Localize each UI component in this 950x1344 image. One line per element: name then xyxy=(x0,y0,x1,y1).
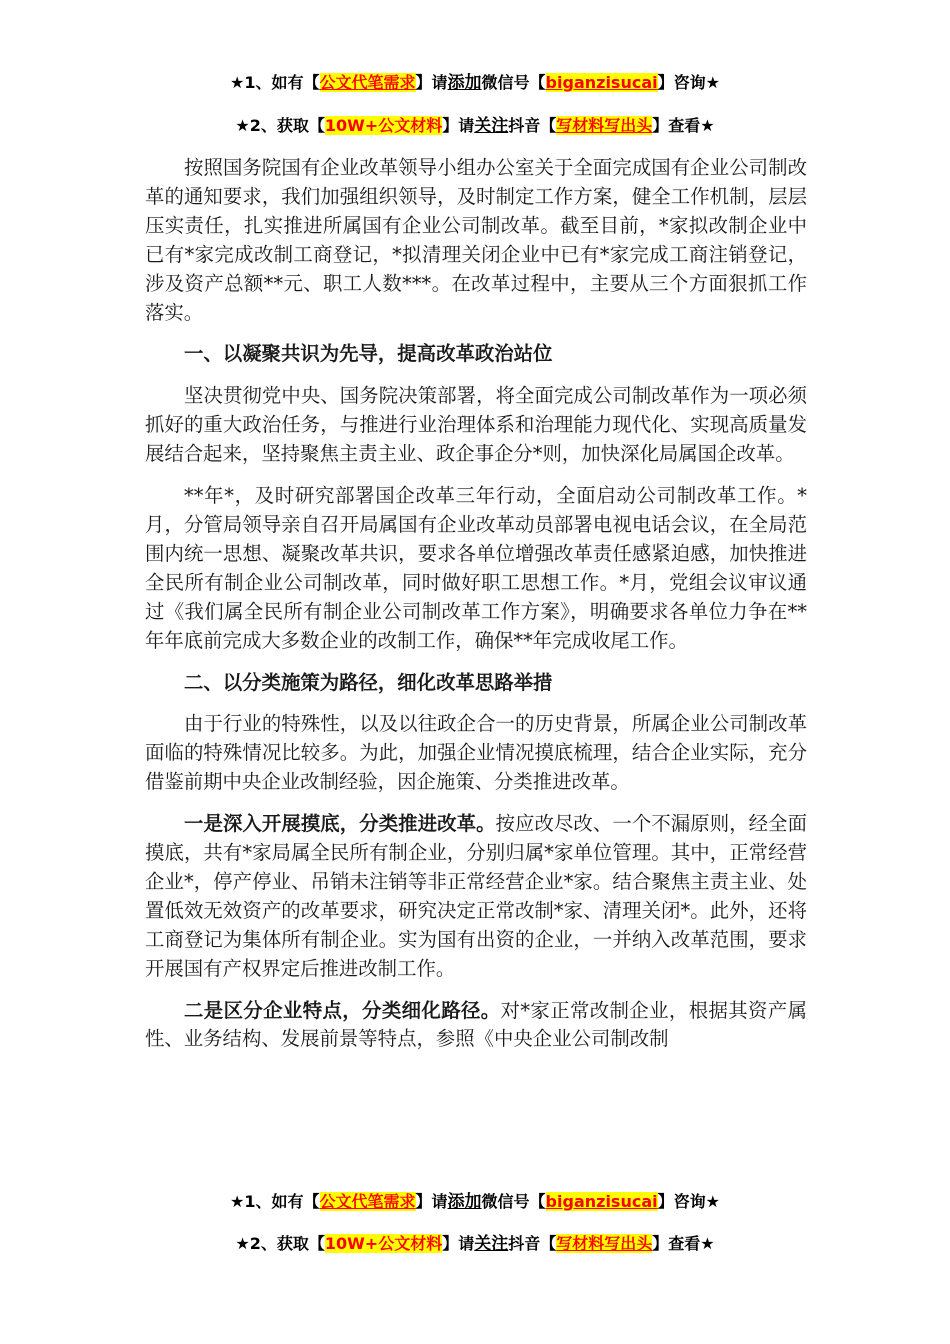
banner2-prefix: ★2、获取【 xyxy=(235,1234,325,1253)
paragraph: 由于行业的特殊性，以及以往政企合一的历史背景，所属企业公司制改革面临的特殊情况比较多。为此，加强企业情况摸底梳理，结合企业实际，充分借鉴前期中央企业改制经验，因企施策、分类推进改革。 xyxy=(145,712,807,794)
point-text: 对*家正常改制企业，根据其资产属性、业务结构、发展前景等特点，参照《中央企业公司制改制 xyxy=(145,998,807,1051)
footer-banner-line2 xyxy=(0,1229,950,1254)
paragraph: 坚决贯彻党中央、国务院决策部署，将全面完成公司制改革作为一项必须抓好的重大政治任务，与推进行业治理体系和治理能力现代化、实现高质量发展结合起来，坚持聚焦主责主业、政企事企分*则，加快深化局属国企改革。 xyxy=(145,384,807,466)
header-banner-line2 xyxy=(0,111,950,136)
banner2-highlight-materials: 10W+公文材料 xyxy=(324,1234,443,1253)
banner2-highlight-materials: 10W+公文材料 xyxy=(324,116,443,135)
banner1-highlight-wechat: biganzisucai xyxy=(545,73,658,92)
banner1-mid2: 微信号【 xyxy=(481,1192,546,1211)
banner2-highlight-douyin: 写材料写出头 xyxy=(556,116,653,135)
banner1-highlight-service: 公文代笔需求 xyxy=(319,1192,416,1211)
section-heading-1: 一、以凝聚共识为先导，提高改革政治站位 xyxy=(184,342,553,366)
document-body xyxy=(145,154,807,1067)
footer-banner-line1 xyxy=(0,1187,950,1212)
header-banner-line1 xyxy=(0,68,950,93)
paragraph-intro: 按照国务院国有企业改革领导小组办公室关于全面完成国有企业公司制改革的通知要求，我们加强组织领导，及时制定工作方案，健全工作机制，层层压实责任，扎实推进所属国有企业公司制改革。截至目前，*家拟改制企业中已有*家完成改制工商登记，*拟清理关闭企业中已有*家完成工商注销登记，涉及资产总额**元、职工人数***。在改革过程中，主要从三个方面狠抓工作落实。 xyxy=(145,156,807,324)
banner1-highlight-service: 公文代笔需求 xyxy=(319,73,416,92)
banner2-highlight-douyin: 写材料写出头 xyxy=(556,1234,653,1253)
banner2-mid2: 抖音【 xyxy=(508,1234,557,1253)
banner2-mid2: 抖音【 xyxy=(508,116,557,135)
banner1-underlined: 添加 xyxy=(447,1192,482,1212)
banner1-prefix: ★1、如有【 xyxy=(230,73,320,92)
banner1-suffix: 】咨询★ xyxy=(657,1192,720,1211)
banner2-underlined: 关注 xyxy=(474,1234,509,1254)
point-lead: 二是区分企业特点，分类细化路径。 xyxy=(184,998,501,1022)
banner1-mid: 】请 xyxy=(415,73,448,92)
paragraph: **年*，及时研究部署国企改革三年行动，全面启动公司制改革工作。*月，分管局领导亲自召开局属国有企业改革动员部署电视电话会议，在全局范围内统一思想、凝聚改革共识，要求各单位增强改革责任感紧迫感，加快推进全民所有制企业公司制改革，同时做好职工思想工作。*月，党组会议审议通过《我们属全民所有制企业公司制改革工作方案》，明确要求各单位力争在**年年底前完成大多数企业的改制工作，确保**年完成收尾工作。 xyxy=(145,484,807,652)
banner1-mid2: 微信号【 xyxy=(481,73,546,92)
banner2-mid: 】请 xyxy=(442,116,475,135)
point-lead: 一是深入开展摸底，分类推进改革。 xyxy=(184,812,496,836)
banner1-underlined: 添加 xyxy=(447,73,482,93)
banner1-suffix: 】咨询★ xyxy=(657,73,720,92)
banner2-suffix: 】查看★ xyxy=(652,116,715,135)
banner1-highlight-wechat: biganzisucai xyxy=(545,1192,658,1211)
banner2-mid: 】请 xyxy=(442,1234,475,1253)
banner1-mid: 】请 xyxy=(415,1192,448,1211)
point-text: 按应改尽改、一个不漏原则，经全面摸底，共有*家局属全民所有制企业，分别归属*家单位管理。其中，正常经营企业*，停产停业、吊销未注销等非正常经营企业*家。结合聚焦主责主业、处置低效无效资产的改革要求，研究决定正常改制*家、清理关闭*。此外，还将工商登记为集体所有制企业。实为国有出资的企业，一并纳入改革范围，要求开展国有产权界定后推进改制工作。 xyxy=(145,812,808,980)
paragraph-point-2 xyxy=(145,997,807,1055)
banner2-suffix: 】查看★ xyxy=(652,1234,715,1253)
banner2-underlined: 关注 xyxy=(474,116,509,136)
banner2-prefix: ★2、获取【 xyxy=(235,116,325,135)
paragraph-point-1 xyxy=(145,810,807,983)
banner1-prefix: ★1、如有【 xyxy=(230,1192,320,1211)
section-heading-2: 二、以分类施策为路径，细化改革思路举措 xyxy=(184,670,553,694)
